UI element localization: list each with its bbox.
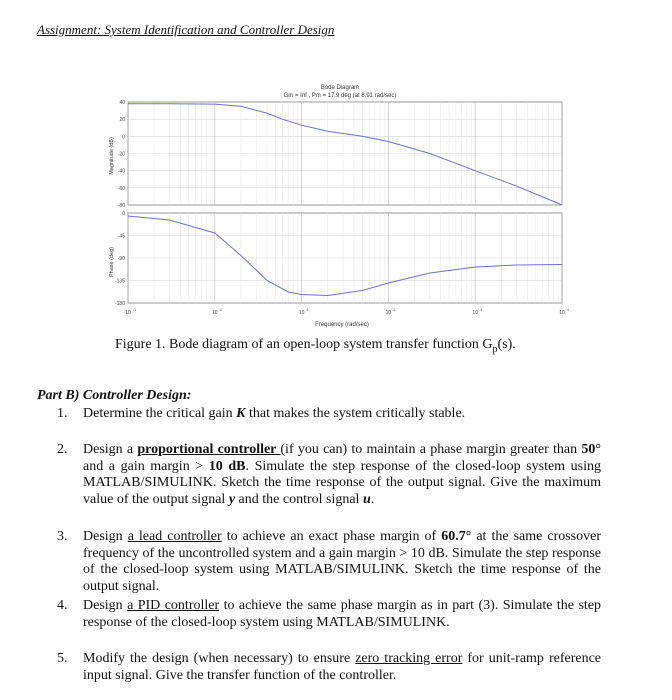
bode-diagram <box>0 0 672 340</box>
phase-ytick-label: -90 <box>117 256 125 262</box>
x-axis-ticks <box>125 308 569 316</box>
x-tick-exponent: 4 <box>567 308 569 312</box>
magnitude-ytick-label: 0 <box>122 134 125 141</box>
item-text: Design a <box>83 442 138 457</box>
item-text: and the control signal <box>235 491 363 507</box>
x-tick-label: 10 <box>125 310 131 316</box>
x-tick-label: 10 <box>472 310 478 316</box>
x-tick-exponent: 3 <box>480 308 483 312</box>
phase-ytick-label: -135 <box>114 278 125 285</box>
frequency-axis-label: Frequency (rad/sec) <box>315 322 369 328</box>
item-text: to achieve an exact phase margin of <box>221 529 442 544</box>
phase-plot <box>115 211 562 307</box>
chart-subtitle: Gm = Inf , Pm = 17.9 deg (at 8.91 rad/sec) <box>283 93 397 99</box>
magnitude-ytick-label: -20 <box>117 151 125 158</box>
item-symbol-u: u <box>362 491 371 507</box>
item-symbol-y: y <box>228 491 236 507</box>
item-symbol-k: K <box>236 406 246 421</box>
magnitude-ytick-label: -40 <box>117 168 125 175</box>
phase-axis-label: Phase (deg) <box>109 247 115 277</box>
item-text: Design <box>83 529 128 544</box>
item-text: for unit-ramp reference input signal. Give the transfer function of the controller. <box>83 651 601 683</box>
item-text: at the same crossover frequency of the uncontrolled system and a gain margin > 10 dB. Simulate the step response of the closed-loop system using MATLAB/SIMULINK. Sketch the time response of the output signal. <box>83 529 602 594</box>
magnitude-ytick-label: -60 <box>117 185 125 192</box>
list-item-1 <box>57 406 601 423</box>
x-tick-exponent: 0 <box>219 308 222 312</box>
document-header: Assignment: System Identification and Controller Design <box>37 22 335 37</box>
item-text: . Simulate the step response of the closed-loop system using MATLAB/SIMULINK. Sketch the time response of the output signal. Give the maximum value of the output signal <box>83 458 601 507</box>
phase-ytick-label: -180 <box>114 301 125 307</box>
item-number: 1. <box>57 406 68 421</box>
item-number: 4. <box>57 598 68 613</box>
magnitude-ytick-label: -80 <box>117 203 125 209</box>
item-number: 3. <box>57 529 68 544</box>
x-tick-label: 10 <box>298 310 305 316</box>
caption-end: (s). <box>497 337 516 352</box>
chart-title: Bode Diagram <box>320 85 360 91</box>
x-tick-label: 10 <box>559 310 565 316</box>
magnitude-axis-label: Magnitude (dB) <box>109 137 115 175</box>
list-item-4 <box>57 598 601 631</box>
list-item-2 <box>57 442 601 508</box>
figure-caption <box>115 337 516 355</box>
item-underlined: a PID controller <box>127 598 220 613</box>
x-tick-exponent: -1 <box>133 308 137 312</box>
item-phase-margin: 50° <box>581 442 601 457</box>
caption-text: Figure 1. Bode diagram of an open-loop system transfer function G <box>115 337 493 352</box>
item-phase-margin: 60.7° <box>441 529 472 544</box>
caption-subscript: p <box>492 343 498 355</box>
part-b-heading: Part B) Controller Design: <box>37 388 192 403</box>
item-underlined: a lead controller <box>127 529 222 544</box>
item-text: (if you can) to maintain a phase margin greater than <box>280 442 582 457</box>
list-item-3 <box>57 529 601 595</box>
item-text: Design <box>83 598 128 613</box>
magnitude-plot <box>118 100 562 209</box>
item-text: that makes the system critically stable. <box>245 406 466 421</box>
x-tick-label: 10 <box>212 310 218 316</box>
item-text: Modify the design (when necessary) to ensure <box>83 651 356 666</box>
item-text: . <box>370 491 375 507</box>
item-underlined: proportional controller <box>137 442 281 457</box>
item-text: and a gain margin > <box>83 458 209 474</box>
item-gain-margin: 10 dB <box>208 458 246 474</box>
item-number: 5. <box>57 651 68 666</box>
phase-curve <box>128 216 562 296</box>
item-text: Determine the critical gain <box>83 406 237 421</box>
x-tick-label: 10 <box>385 310 392 316</box>
x-tick-exponent: 1 <box>306 308 309 312</box>
magnitude-ytick-label: 40 <box>119 100 125 106</box>
item-text: to achieve the same phase margin as in part (3). Simulate the step response of the closed-loop system using MATLAB/SIMULINK. <box>83 598 601 630</box>
phase-ytick-label: 0 <box>122 211 125 217</box>
item-underlined: zero tracking error <box>355 651 463 666</box>
list-item-5 <box>57 651 601 684</box>
x-tick-exponent: 2 <box>393 308 396 312</box>
magnitude-ytick-label: 20 <box>119 117 125 124</box>
item-number: 2. <box>57 442 68 457</box>
phase-ytick-label: -45 <box>117 233 125 240</box>
